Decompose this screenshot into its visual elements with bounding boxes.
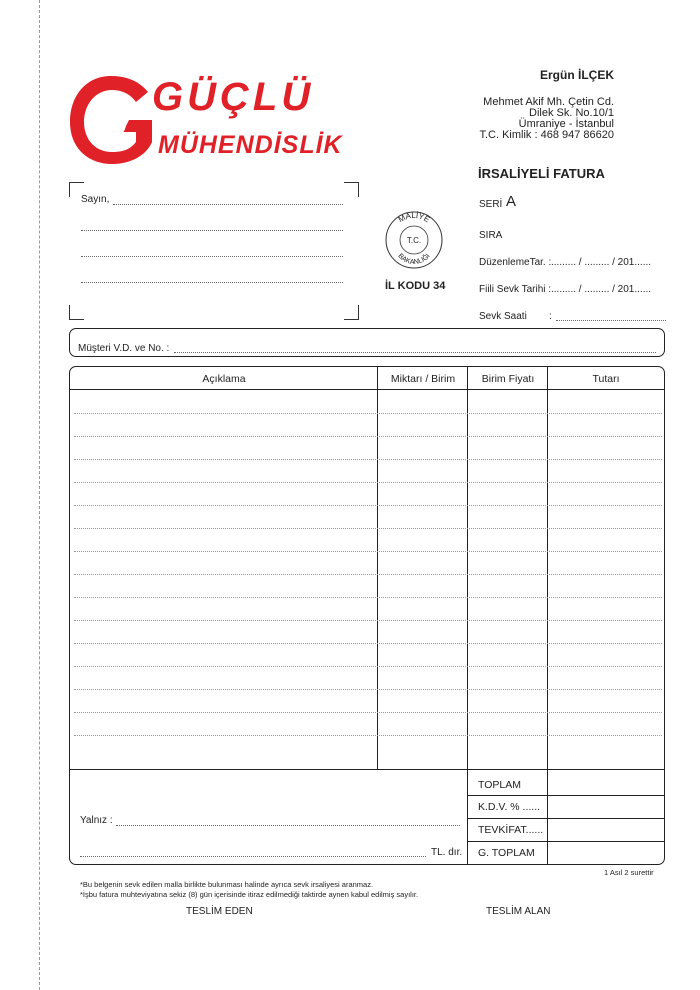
customer-line-4[interactable] xyxy=(81,282,343,283)
item-row[interactable] xyxy=(74,505,662,506)
item-row[interactable] xyxy=(74,597,662,598)
in-words-field-2[interactable] xyxy=(80,856,426,857)
item-row[interactable] xyxy=(74,413,662,414)
item-row[interactable] xyxy=(74,528,662,529)
col-divider-1 xyxy=(377,367,378,769)
ship-time-separator: : xyxy=(549,311,552,322)
in-words-label: Yalnız : xyxy=(80,815,113,826)
footnote-1: *Bu belgenin sevk edilen malla birlikte bulunması halinde ayrıca sevk irsaliyesi aranmaz. xyxy=(80,880,374,889)
items-table xyxy=(69,366,665,865)
series-label: SERİ xyxy=(479,199,503,210)
province-code: İL KODU 34 xyxy=(385,280,446,292)
item-row[interactable] xyxy=(74,735,662,736)
customer-line-2[interactable] xyxy=(81,230,343,231)
withholding-label: TEVKİFAT...... xyxy=(478,824,544,836)
item-row[interactable] xyxy=(74,436,662,437)
customer-line-3[interactable] xyxy=(81,256,343,257)
totals-divider-3 xyxy=(468,841,665,842)
col-divider-2 xyxy=(467,367,468,864)
company-name-line1: GÜÇLÜ xyxy=(152,75,315,119)
customer-label: Sayın, xyxy=(81,194,110,205)
issue-date-label: DüzenlemeTar. : xyxy=(479,257,552,268)
address-line-2: Dilek Sk. No.10/1 xyxy=(529,107,614,119)
item-row[interactable] xyxy=(74,459,662,460)
copy-note: 1 Asıl 2 surettir xyxy=(604,868,654,877)
footnote-2: *İşbu fatura muhteviyatına sekiz (8) gün içerisinde itiraz edilmediği taktirde aynen kabul edilmiş sayılır. xyxy=(80,890,419,899)
customer-line-1[interactable] xyxy=(113,204,343,205)
item-row[interactable] xyxy=(74,643,662,644)
ministry-stamp xyxy=(384,210,444,270)
column-header-description: Açıklama xyxy=(202,373,246,385)
company-name-line2: MÜHENDİSLİK xyxy=(158,131,343,159)
company-logo xyxy=(66,72,156,168)
item-row[interactable] xyxy=(74,482,662,483)
customer-tax-box xyxy=(69,328,665,357)
series-value: A xyxy=(506,193,517,210)
column-header-quantity: Miktarı / Birim xyxy=(390,373,456,385)
item-row[interactable] xyxy=(74,689,662,690)
column-header-unit-price: Birim Fiyatı xyxy=(481,373,535,385)
customer-tax-label: Müşteri V.D. ve No. : xyxy=(78,343,170,354)
vat-label: K.D.V. % ...... xyxy=(478,801,541,813)
item-row[interactable] xyxy=(74,712,662,713)
currency-label: TL. dır. xyxy=(431,847,463,858)
ship-time-field[interactable] xyxy=(556,320,666,321)
order-label: SIRA xyxy=(479,230,503,241)
ship-date-label: Fiili Sevk Tarihi : xyxy=(479,284,552,295)
stamp-center-text: T.C. xyxy=(406,236,422,245)
grand-total-label: G. TOPLAM xyxy=(478,847,535,859)
item-row[interactable] xyxy=(74,551,662,552)
items-bottom-divider xyxy=(70,769,665,770)
deliverer-signature-label: TESLİM EDEN xyxy=(186,906,253,917)
receiver-signature-label: TESLİM ALAN xyxy=(486,906,551,917)
address-line-1: Mehmet Akif Mh. Çetin Cd. xyxy=(483,96,614,108)
perforation-line xyxy=(39,0,40,990)
issue-date-field[interactable]: ......... / ......... / 201...... xyxy=(551,257,652,268)
table-header-divider xyxy=(70,389,665,390)
column-header-amount: Tutarı xyxy=(592,373,620,385)
item-row[interactable] xyxy=(74,574,662,575)
item-row[interactable] xyxy=(74,620,662,621)
logo-g-icon xyxy=(66,72,156,168)
owner-name: Ergün İLÇEK xyxy=(540,68,614,82)
invoice-title: İRSALİYELİ FATURA xyxy=(478,166,605,181)
address-line-3: Ümraniye - İstanbul xyxy=(518,118,614,130)
ship-time-label: Sevk Saati xyxy=(479,311,527,322)
ship-date-field[interactable]: ......... / ......... / 201...... xyxy=(551,284,652,295)
customer-address-box xyxy=(69,182,359,320)
totals-divider-2 xyxy=(468,818,665,819)
in-words-field[interactable] xyxy=(116,825,460,826)
col-divider-3 xyxy=(547,367,548,864)
customer-tax-field[interactable] xyxy=(174,352,656,353)
svg-text:MALİYE xyxy=(397,211,432,224)
totals-divider-1 xyxy=(468,795,665,796)
item-row[interactable] xyxy=(74,666,662,667)
stamp-seal-icon xyxy=(384,210,444,270)
tax-id: T.C. Kimlik : 468 947 86620 xyxy=(479,129,614,141)
total-label: TOPLAM xyxy=(478,779,521,791)
stamp-top-text: MALİYE xyxy=(396,210,432,225)
stamp-bottom-text: BAKANLIĞI xyxy=(396,252,432,267)
